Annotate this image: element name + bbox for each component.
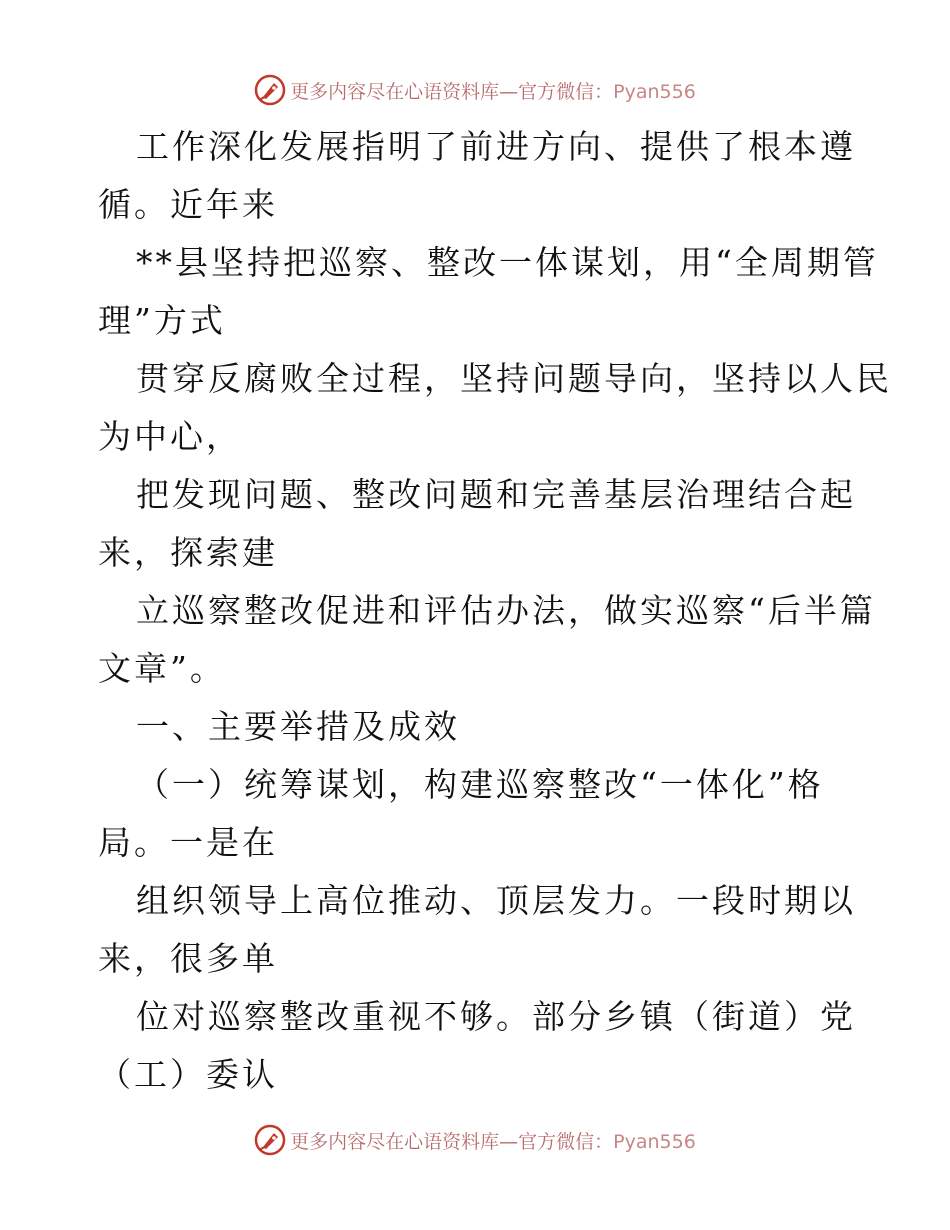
text-line: 文章”。 (98, 649, 226, 688)
watermark-text: 更多内容尽在心语资料库—官方微信： (290, 80, 614, 103)
text-line: **县坚持把巡察、整改一体谋划，用“全周期管 (136, 243, 879, 282)
text-line: 组织领导上高位推动、顶层发力。一段时期以 (136, 881, 856, 920)
watermark-id: Pyan556 (613, 1130, 696, 1153)
text-line: 贯穿反腐败全过程，坚持问题导向，坚持以人民 (136, 359, 892, 398)
text-line: 立巡察整改促进和评估办法，做实巡察“后半篇 (136, 591, 876, 630)
text-line: 局。一是在 (98, 823, 278, 862)
text-line: （工）委认 (98, 1055, 278, 1094)
text-line: 循。近年来 (98, 185, 278, 224)
footer-watermark (0, 1120, 950, 1160)
header-watermark (0, 70, 950, 110)
document-body (98, 118, 892, 1104)
section-heading: 一、主要举措及成效 (136, 707, 460, 746)
text-line: 把发现问题、整改问题和完善基层治理结合起 (136, 475, 856, 514)
text-line: 理”方式 (98, 301, 226, 340)
text-line: 来，很多单 (98, 939, 278, 978)
text-line: 为中心， (98, 417, 242, 456)
pen-nib-logo-icon (254, 1124, 286, 1156)
pen-nib-logo-icon (254, 74, 286, 106)
text-line: 来，探索建 (98, 533, 278, 572)
text-line: 工作深化发展指明了前进方向、提供了根本遵 (136, 127, 856, 166)
text-line: （一）统筹谋划，构建巡察整改“一体化”格 (136, 765, 824, 804)
watermark-id: Pyan556 (613, 80, 696, 103)
text-line: 位对巡察整改重视不够。部分乡镇（街道）党 (136, 997, 856, 1036)
watermark-text: 更多内容尽在心语资料库—官方微信： (290, 1130, 614, 1153)
